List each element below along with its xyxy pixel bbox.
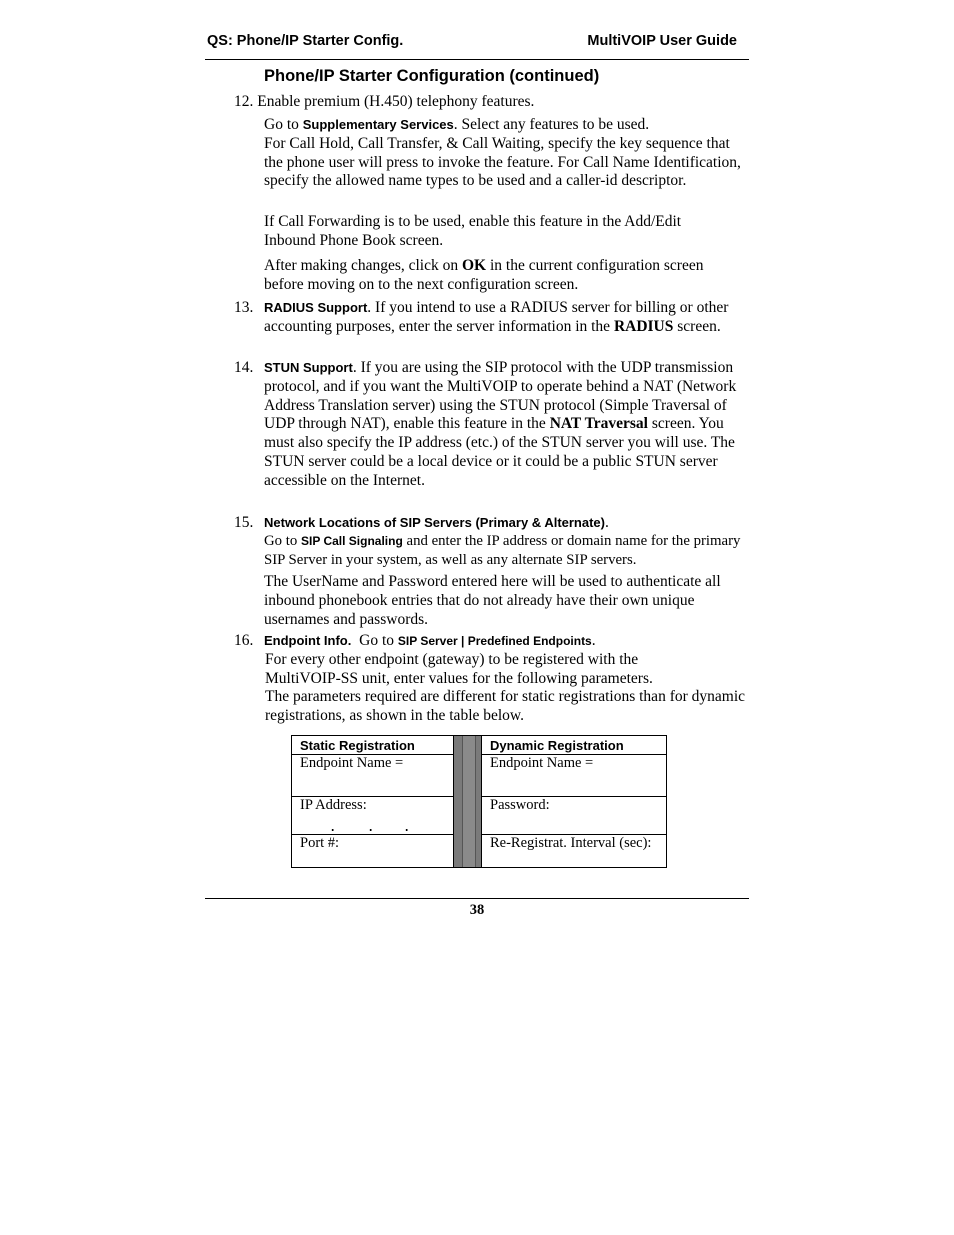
step-13-paragraph xyxy=(264,299,748,337)
step-14-number: 14. xyxy=(234,359,254,376)
registration-table xyxy=(291,735,667,868)
text: After making changes, click on xyxy=(264,257,462,274)
ui-label-network-locations: Network Locations of SIP Servers (Primary & Alternate) xyxy=(264,515,605,530)
text: . If you are using the SIP protocol with the UDP transmission protocol, and if you want the MultiVOIP to operate behind a NAT (Network Address Translation server) using the STUN protocol (Simple Traversal of UDP through NAT), enable this feature in the xyxy=(264,359,737,433)
text: screen. You must also specify the IP address (etc.) of the STUN server you will use. The STUN server could be a local device or it could be a public STUN server accessible on the Internet. xyxy=(264,415,735,489)
step-16-heading xyxy=(264,632,748,651)
text: For Call Hold, Call Transfer, & Call Waiting, specify the key sequence that the phone user will press to invoke the feature. For Call Name Identification, specify the allowed name types to be used and a caller-id descriptor. xyxy=(264,134,741,190)
step-15-paragraph-1 xyxy=(264,532,748,570)
text: . Select any features to be used. xyxy=(453,116,650,133)
text: . xyxy=(605,514,609,531)
ui-label-supplementary-services: Supplementary Services xyxy=(302,117,454,132)
step-16-paragraph-1: For every other endpoint (gateway) to be registered with the MultiVOIP-SS unit, enter values for the following parameters. xyxy=(265,651,653,687)
text: . xyxy=(591,632,596,649)
ip-dot: ․ xyxy=(368,818,374,835)
text: screen. xyxy=(673,317,721,335)
radius-term: RADIUS xyxy=(613,317,674,335)
section-title: Phone/IP Starter Configuration (continued) xyxy=(264,67,600,85)
table-divider-column xyxy=(454,736,482,868)
static-endpoint-name-cell: Endpoint Name = xyxy=(292,755,454,797)
ui-label-sip-server-predefined-endpoints: SIP Server | Predefined Endpoints xyxy=(397,634,592,648)
step-12-heading: 12. Enable premium (H.450) telephony features. xyxy=(234,93,535,110)
ip-dot: ․ xyxy=(404,818,410,835)
footer-rule xyxy=(205,898,749,899)
running-header-right: MultiVOIP User Guide xyxy=(587,33,737,49)
step-13-number: 13. xyxy=(234,299,254,316)
ok-term: OK xyxy=(462,257,487,274)
step-15-number: 15. xyxy=(234,514,254,531)
dynamic-registration-header: Dynamic Registration xyxy=(482,736,667,755)
step-14-paragraph xyxy=(264,359,748,491)
page-number: 38 xyxy=(469,902,485,918)
text: . If you intend to use a RADIUS server for billing or other accounting purposes, enter the server information in the xyxy=(264,299,729,335)
dynamic-endpoint-name-cell: Endpoint Name = xyxy=(482,755,667,797)
dynamic-reregistration-interval-cell: Re-Registrat. Interval (sec): xyxy=(482,835,667,868)
ui-label-endpoint-info: Endpoint Info. xyxy=(264,633,352,648)
ip-dot: ․ xyxy=(330,818,336,835)
static-registration-header: Static Registration xyxy=(292,736,454,755)
text: Go to xyxy=(351,632,398,649)
step-12-paragraph-3 xyxy=(264,257,714,295)
step-16-paragraph-2: The parameters required are different for static registrations than for dynamic registrations, as shown in the table below. xyxy=(265,688,746,724)
nat-traversal-term: NAT Traversal xyxy=(549,415,648,433)
text: Go to xyxy=(264,533,301,549)
dynamic-password-cell: Password: xyxy=(482,797,667,835)
step-15-heading xyxy=(264,514,748,533)
text: Go to xyxy=(264,116,303,133)
step-12-paragraph-2: If Call Forwarding is to be used, enable this feature in the Add/Edit Inbound Phone Book screen. xyxy=(264,213,682,249)
step-15-paragraph-2: The UserName and Password entered here will be used to authenticate all inbound phonebook entries that do not already have their own unique usernames and passwords. xyxy=(264,573,721,628)
step-16-number: 16. xyxy=(234,632,254,649)
ui-label-sip-call-signaling: SIP Call Signaling xyxy=(301,534,403,548)
running-header-left: QS: Phone/IP Starter Config. xyxy=(207,33,404,49)
static-ip-address-cell: IP Address: xyxy=(292,797,454,835)
step-12-paragraph-1 xyxy=(264,116,748,191)
static-port-cell: Port #: xyxy=(292,835,454,868)
text: in the current configuration screen before moving on to the next configuration screen. xyxy=(264,257,704,293)
text: and enter the IP address or domain name for the primary SIP Server in your system, as well as any alternate SIP servers. xyxy=(264,533,741,568)
ui-label-radius-support: RADIUS Support xyxy=(264,300,368,315)
header-rule xyxy=(205,59,749,60)
ui-label-stun-support: STUN Support xyxy=(264,360,353,375)
